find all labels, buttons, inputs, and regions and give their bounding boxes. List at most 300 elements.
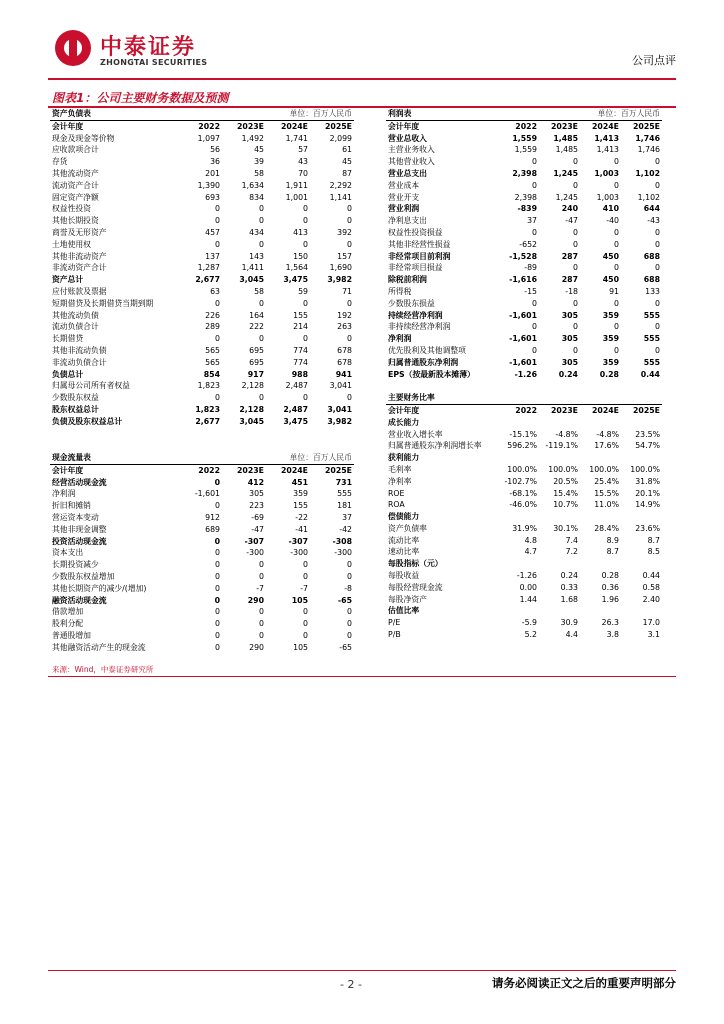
cell-value: -7 [300,583,308,593]
row-label: 少数股东损益 [388,298,435,308]
cell-value: 1,245 [553,168,578,178]
cell-value: 25.4% [594,476,619,486]
page-header [0,0,724,86]
cell-value: 555 [337,489,352,499]
balance-sheet-table [50,108,354,428]
table-row [386,357,662,369]
table-row [50,500,354,512]
cell-value: -1.26 [516,571,537,581]
table-row [386,594,662,606]
cell-value: 305 [249,489,264,499]
cell-value: -43 [647,216,660,226]
row-label: 资本支出 [52,548,84,558]
cell-value: 2,398 [514,192,537,202]
cell-value: 2025E [324,121,352,131]
table-row [386,251,662,263]
cell-value: 30.9 [560,618,578,628]
cell-value: 0 [215,630,220,640]
cell-value: 2023E [550,121,578,131]
cell-value: 359 [602,310,619,320]
table-row [386,369,662,381]
cell-value: 0 [259,393,264,403]
cell-value: 0 [347,607,352,617]
cell-value: 0 [215,619,220,629]
table-row [386,558,662,570]
cell-value: 0 [347,204,352,214]
row-label: 权益性投资损益 [388,227,443,237]
table-row [50,298,354,310]
cell-value [498,392,539,404]
cell-value: 2024E [280,121,308,131]
cell-value: 2023E [550,405,578,415]
cell-value: 100.0% [507,464,537,474]
cell-value: 8.5 [647,547,660,557]
cell-value: -69 [251,512,264,522]
row-label: 营业成本 [388,180,420,190]
table-row [386,476,662,488]
table-row [386,617,662,629]
cell-value: -15.1% [509,429,537,439]
cell-value [498,605,539,617]
row-label: 负债及股东权益总计 [52,416,123,426]
table-row [386,488,662,500]
cell-value: 0 [259,571,264,581]
cell-value [621,558,662,570]
cell-value: 0 [215,560,220,570]
cell-value: 1,823 [195,404,220,414]
cell-value: 201 [205,168,220,178]
row-label: 少数股东权益增加 [52,571,115,581]
cell-value: 2,398 [512,168,537,178]
row-label: 净利润 [52,489,76,499]
cell-value: 143 [249,251,264,261]
row-label: 偿债能力 [388,512,420,522]
cell-value: 2023E [236,121,264,131]
row-label: 每股指标（元） [388,559,443,569]
cell-value: 678 [337,357,352,367]
table-row [386,546,662,558]
cell-value: -119.1% [545,441,578,451]
row-label: 毛利率 [388,464,412,474]
cell-value: 0 [532,298,537,308]
cell-value: -47 [565,216,578,226]
table-row [50,274,354,286]
row-label: 主营业务收入 [388,145,435,155]
table-row [386,321,662,333]
cell-value: 5.2 [524,630,537,640]
cell-value: 0 [532,180,537,190]
cell-value: 290 [249,642,264,652]
cell-value: 1,823 [197,381,220,391]
cell-value: -46.0% [509,500,537,510]
cell-value: 450 [602,251,619,261]
row-label: 每股净资产 [388,594,427,604]
table-row [386,511,662,523]
cell-value: -300 [290,548,308,558]
figure-title: 图表1：公司主要财务数据及预测 [52,91,229,105]
cell-value [580,417,621,429]
cell-value [498,511,539,523]
table-row [50,392,354,404]
cell-value: -652 [519,239,537,249]
cell-value: 0 [614,345,619,355]
cell-value: 0 [303,334,308,344]
cell-value: 3,041 [329,381,352,391]
cell-value: 37 [527,216,537,226]
row-label: 估值比率 [388,606,420,616]
table-unit: 单位：百万人民币 [498,108,662,120]
cell-value: -42 [339,524,352,534]
row-label: 权益性投资 [52,204,91,214]
table-row [50,120,354,132]
cell-value: 0 [573,345,578,355]
cell-value: 2024E [280,465,308,475]
cell-value: 54.7% [635,441,660,451]
cell-value: 0 [614,157,619,167]
row-label: 营业总支出 [388,168,427,178]
cell-value: -1,601 [194,489,220,499]
cell-value: 555 [643,357,660,367]
table-row [386,452,662,464]
cell-value: 1.96 [601,594,619,604]
cell-value: 1,911 [285,180,308,190]
cell-value: 0 [303,630,308,640]
cell-value: 20.5% [553,476,578,486]
table-row [386,523,662,535]
table-row [50,286,354,298]
cell-value: 7.4 [565,535,578,545]
cell-value: 14.9% [635,500,660,510]
table-title-row [50,108,354,120]
cell-value: 0 [214,536,220,546]
cell-value: 0 [573,263,578,273]
income-statement-table [386,108,662,641]
cell-value: 0 [303,607,308,617]
row-label: ROA [388,500,405,510]
cell-value: 0.28 [599,369,619,379]
cell-value: 305 [561,334,578,344]
cell-value: 2,677 [195,275,220,285]
cell-value: 31.9% [512,523,537,533]
cell-value: 2,128 [241,381,264,391]
table-row [50,357,354,369]
row-label: 净利息支出 [388,216,427,226]
cell-value: 1,003 [594,168,619,178]
cell-value: 0 [347,393,352,403]
cell-value: 91 [609,286,619,296]
row-label: 持续经营净利润 [388,310,443,320]
row-label: 非流动负债合计 [52,357,107,367]
row-label: 现金及现金等价物 [52,133,115,143]
cell-value: 695 [249,345,264,355]
row-label: 长期投资减少 [52,560,99,570]
row-label: 其他长期投资 [52,216,99,226]
row-label: 除税前利润 [388,275,427,285]
cell-value: 0.44 [640,369,660,379]
cell-value: 43 [298,157,308,167]
table-row [50,416,354,428]
cell-value: 1,564 [285,263,308,273]
cell-value: 0 [532,227,537,237]
cell-value [498,380,539,392]
cell-value: 155 [293,310,308,320]
table-row [50,488,354,500]
cell-value: 100.0% [630,464,660,474]
table-row [50,192,354,204]
table-row [50,618,354,630]
row-label: 其他流动资产 [52,168,99,178]
cell-value: 240 [561,204,578,214]
cash-flow-table [50,452,354,654]
cell-value: 290 [247,595,264,605]
cell-value: 0 [215,501,220,511]
row-label: 流动负债合计 [52,322,99,332]
cell-value: -65 [337,595,352,605]
row-label: 资产总计 [52,275,84,285]
cell-value: 695 [249,357,264,367]
cell-value: 59 [298,286,308,296]
cell-value: -15 [524,286,537,296]
row-label [386,380,498,392]
cell-value [580,392,621,404]
cell-value: 2,677 [195,416,220,426]
row-label: 主要财务比率 [386,392,498,404]
cell-value: 1,746 [637,145,660,155]
cell-value: -1.26 [514,369,537,379]
cell-value: 1,485 [555,145,578,155]
cell-value: 15.5% [594,488,619,498]
cell-value [498,558,539,570]
table-row [50,239,354,251]
cell-value: 917 [247,369,264,379]
cell-value: 70 [298,168,308,178]
cell-value: 8.7 [647,535,660,545]
cell-value: 565 [205,345,220,355]
cell-value: 0 [215,393,220,403]
footer-divider [48,970,676,971]
cell-value: 8.9 [606,535,619,545]
header-divider [48,78,676,80]
row-label: 每股经营现金流 [388,582,443,592]
cell-value: 3,475 [283,416,308,426]
table-row [50,524,354,536]
cell-value: 912 [205,512,220,522]
cell-value: 410 [602,204,619,214]
cell-value: 61 [342,145,352,155]
row-label: 非持续经营净利润 [388,322,451,332]
cell-value: 2.40 [642,594,660,604]
cell-value: 359 [602,357,619,367]
table-row [386,298,662,310]
cell-value: 45 [342,157,352,167]
row-label: 少数股东权益 [52,393,99,403]
cell-value: 644 [643,204,660,214]
row-label: 会计年度 [52,121,84,131]
row-label: 会计年度 [388,405,420,415]
cell-value: 0 [655,345,660,355]
cell-value: 3.1 [647,630,660,640]
row-label: 净利率 [388,476,412,486]
table-row [386,262,662,274]
table-row [50,464,354,476]
table-row [386,333,662,345]
row-label: 其他营业收入 [388,157,435,167]
table-row [50,630,354,642]
cell-value: 3.8 [606,630,619,640]
cell-value: 0 [259,239,264,249]
cell-value: 17.0 [642,618,660,628]
cell-value: 359 [602,334,619,344]
cell-value: 71 [342,286,352,296]
row-label: 归属母公司所有者权益 [52,381,130,391]
cell-value: 555 [643,334,660,344]
cell-value: 3,041 [327,404,352,414]
cell-value: 105 [291,595,308,605]
cell-value: 596.2% [507,441,537,451]
row-label: P/B [388,630,401,640]
cell-value: 1,003 [596,192,619,202]
table-row [386,168,662,180]
cell-value: 1,741 [285,133,308,143]
brand-name-cn: 中泰证券 [100,35,197,60]
cell-value: 0 [614,227,619,237]
cell-value: 1,390 [197,180,220,190]
cell-value: 63 [210,286,220,296]
cell-value [539,511,580,523]
row-label: 归属普通股东净利润 [388,357,459,367]
row-label: 非经常项目前利润 [388,251,451,261]
table-row [50,559,354,571]
table-row [386,227,662,239]
table-row [386,570,662,582]
row-label: 营运资本变动 [52,512,99,522]
row-label: 经营活动现金流 [52,477,107,487]
cell-value: 0 [347,630,352,640]
row-label: 优先股利及其他调整项 [388,345,466,355]
cell-value: 26.3 [601,618,619,628]
cell-value: 56 [210,145,220,155]
cell-value: 305 [561,310,578,320]
cell-value [621,417,662,429]
row-label: 普通股增加 [52,630,91,640]
cell-value: 1,245 [555,192,578,202]
table-row [386,499,662,511]
cell-value: 2024E [591,405,619,415]
cell-value: 0 [655,180,660,190]
cell-value: 413 [293,227,308,237]
cell-value [580,452,621,464]
table-row [386,404,662,416]
cell-value: 0 [215,239,220,249]
cell-value: 565 [205,357,220,367]
cell-value: 3,045 [239,275,264,285]
cell-value: -47 [251,524,264,534]
cell-value [621,392,662,404]
cell-value: 0 [215,642,220,652]
row-label: 营业总收入 [388,133,427,143]
cell-value [498,417,539,429]
cell-value: 412 [247,477,264,487]
cell-value: 457 [205,227,220,237]
cell-value: -1,601 [509,334,537,344]
cell-value: -307 [244,536,264,546]
table-row [386,345,662,357]
cell-value: 3,982 [327,416,352,426]
cell-value: 0 [303,393,308,403]
cell-value: 3,045 [239,416,264,426]
table-row [386,417,662,429]
cell-value: 7.2 [565,547,578,557]
cell-value: -7 [256,583,264,593]
cell-value [621,452,662,464]
table-title: 资产负债表 [50,108,178,120]
cell-value: 289 [205,322,220,332]
cell-value [539,380,580,392]
cell-value: 0 [655,157,660,167]
table-row [50,215,354,227]
row-label: 其他长期资产的减少/(增加) [52,583,147,593]
cell-value: 693 [205,192,220,202]
cell-value: 2,128 [239,404,264,414]
row-label: P/E [388,618,401,628]
cell-value: 774 [293,345,308,355]
cell-value: 0 [303,571,308,581]
cell-value: 0 [573,298,578,308]
cell-value: 0 [655,298,660,308]
cell-value: 0 [303,298,308,308]
cell-value: 0 [215,571,220,581]
cell-value: 1,413 [594,133,619,143]
cell-value: 0 [259,619,264,629]
cell-value: 0 [303,204,308,214]
cell-value: -65 [339,642,352,652]
table-row [50,571,354,583]
cell-value: 1,485 [553,133,578,143]
table-row [386,133,662,145]
cell-value: 0 [655,322,660,332]
cell-value: 4.4 [565,630,578,640]
cell-value: 0.28 [601,571,619,581]
cell-value: 0 [303,560,308,570]
row-label: 归属普通股东净利润增长率 [388,441,482,451]
row-label: 流动资产合计 [52,180,99,190]
cell-value: 0 [215,607,220,617]
cell-value: 854 [203,369,220,379]
cell-value: 0 [655,239,660,249]
cell-value: 434 [249,227,264,237]
cell-value: 39 [254,157,264,167]
cell-value: 941 [335,369,352,379]
cell-value: 0 [259,334,264,344]
cell-value: 263 [337,322,352,332]
cell-value: 0 [655,263,660,273]
cell-value: 2024E [591,121,619,131]
table-row [50,144,354,156]
cell-value: -1,528 [509,251,537,261]
cell-value: 37 [342,512,352,522]
cell-value: 0 [347,560,352,570]
cell-value: -300 [246,548,264,558]
cell-value: 0 [532,345,537,355]
row-label: 非流动资产合计 [52,263,107,273]
table-row [386,582,662,594]
table-row [50,227,354,239]
cell-value: 3,475 [283,275,308,285]
cell-value: -102.7% [504,476,537,486]
table-row [50,547,354,559]
cell-value: 0.24 [558,369,578,379]
table-row [50,180,354,192]
